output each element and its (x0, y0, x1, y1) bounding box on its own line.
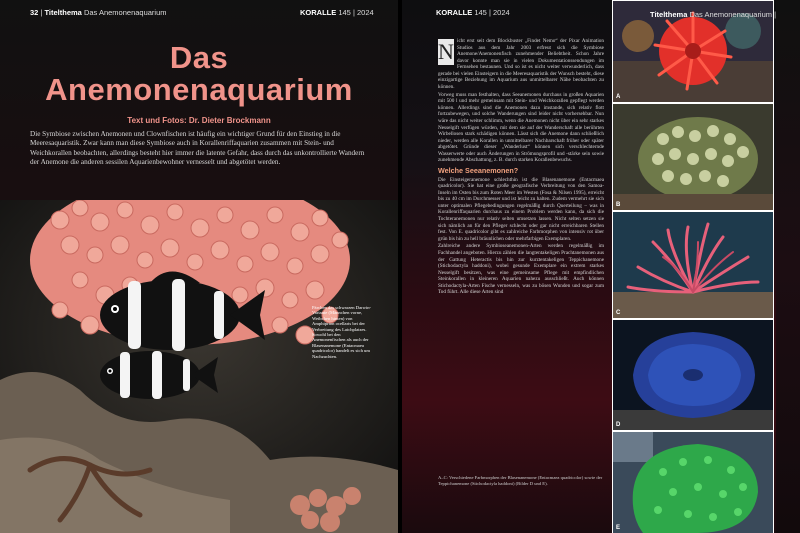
right-magazine-header (436, 8, 510, 17)
article-title-line2: Anemonenaquarium (45, 72, 353, 107)
right-photo-caption: A–C: Verschiedene Farbmorphen der Blasenanemone (Entacmaea quadricolor) sowie der Teppichanemone (Stichodactyla haddoni) (Bilder D und E). (438, 475, 603, 486)
article-column (438, 38, 604, 297)
left-page-number: 32 (30, 8, 39, 17)
section-heading: Welche Seeanemonen? (438, 165, 519, 175)
left-section-topic: Das Anemonenaquarium (83, 8, 167, 17)
left-section-label: Titelthema (44, 8, 82, 17)
clownfish-photo (0, 200, 398, 533)
photo-label-b: B (616, 202, 621, 208)
right-edge-stripe (776, 0, 800, 533)
left-magazine-name: KORALLE (300, 8, 337, 17)
left-page (0, 0, 398, 533)
photo-c-long-tentacle-anemone (613, 212, 773, 318)
right-page-header (650, 10, 787, 19)
photo-label-d: D (616, 422, 621, 428)
photo-label-e: E (616, 525, 621, 531)
left-issue: 145 | 2024 (338, 8, 374, 17)
right-section-label: Titelthema (650, 10, 688, 19)
col-paragraph-2: Vorweg muss man festhalten, dass Seeanemonen durchaus in großen Aquarien mit 500 l und mehr gemeinsam mit Stein- und Weichkorallen gepflegt werden können. Allerdings sind die Anemonen dazu imstande, sich relativ flott fortzubewegen, und solche Wanderungen sind leider nicht vorhersehbar. Nun wäre das nicht weiter schlimm, wenn die Anemonen nicht über ein sehr starkes Nesselgift verfügen würden, mit dem sie auf der Wanderschaft alle berührten Wirbellosen stark schädigen können. Lässt sich die Anemone dann schließlich nieder, werden alle Korallen in unmittelbarer Nachbarschaft früher oder später abgetötet. Gründe dieser „Wanderlust“ können sich verschlechternde Wasserwerte oder auch Änderungen in Strömungsprofil und -stärke sein sowie zunehmende Abschattung, z. B. durch starken Korallenbewuchs. (438, 91, 604, 164)
col-paragraph-4: Zahlreiche andere Symbioseanemonen-Arten werden regelmäßig im Fachhandel angeboten. Hierzu zählen die langtentakeligen Prachtanemonen aus der Gattung Heteractis bis hin zur kurztentakeligen Teppichanemone (Stichodactyla haddoni), wobei gesunde Exemplare ein extrem starkes Nesselgift besitzen, was eine gemeinsame Pflege mit empfindlichen Steinkorallen in kleineren Aquarien nahezu ausschließt. Auch können Stichodactyla-Arten Fische vernesseln, was zu bösen Wunden und sogar zum Tod führt. Alle diese Arten sind (438, 243, 604, 296)
right-section-topic: Das Anemonenaquarium (689, 10, 773, 19)
byline: Text und Fotos: Dr. Dieter Brockmann (127, 116, 271, 125)
article-title-line1: Das (169, 40, 229, 75)
photo-label-c: C (616, 310, 621, 316)
left-page-header: 32 | Titelthema Das Anemonenaquarium (30, 8, 167, 17)
drop-cap: N (438, 39, 454, 64)
col-paragraph-3: Die Einsteigeranemone schlechthin ist die Blasenanemone (Entacmaea quadricolor). Sie hat eine große geografische Verbreitung von den Samoa-Inseln im Osten bis zum Roten Meer im Westen (Fosa & Nilsen 1995), erreicht bis zu 40 cm im Durchmesser und ist leicht zu halten. Zudem vermehrt sie sich unter optimalen Pflegebedingungen regelmäßig durch Querteilung – was in Korallenriffaquarien durchaus zu einem Problem werden kann, da sich die Tochteranemonen nur relativ selten umsetzen lassen. Nicht selten setzen sie sich nämlich an für den Pfleger schlecht oder gar nicht erreichbaren Stellen fest. Von E. quadricolor gibt es zahlreiche Farbmorphen von intensiv rot über grün bis hin zu hell bräunlichen oder mehrfarbigen Exemplaren. (438, 176, 604, 242)
right-issue: 145 | 2024 (474, 8, 510, 17)
photo-label-a: A (616, 94, 621, 100)
left-photo-caption: Pärchen des schwarzen Darwin-Variante (Männchen vorne, Weibchen hinten) von Amphiprion ocellaris bei der Verbreitung des Laichplatzes. Sowohl bei den Anemonenfischen als auch der Blasenanemone (Entacmaea quadricolor) handelt es sich um Nachzuchten. (312, 305, 372, 359)
photo-d-blue-carpet-anemone (613, 320, 773, 430)
photo-b-bulb-anemone (613, 104, 773, 210)
right-magazine-name: KORALLE (436, 8, 473, 17)
lead-paragraph: Die Symbiose zwischen Anemonen und Clownfischen ist häufig ein wichtiger Grund für den Einstieg in die Meeresaquaristik. Zwar kann man diese Symbiose auch in Korallenriffaquarien zusammen mit Stein- und Weichkorallen beobachten, allerdings besteht hier immer die latente Gefahr, dass durch das unkontrollierte Wandern der Anemone die anderen sessilen Aquarienbewohner vernesselt und abgetötet werden. (30, 130, 365, 166)
left-magazine-header (300, 8, 374, 17)
col-paragraph-1: icht erst seit dem Blockbuster „Findet Nemo“ der Pixar Animation Studios aus dem Jahr 2003 erfreut sich die Symbiose Anemone/Anemonenfisch zunehmender Beliebtheit. Schon Jahre davor konnte man sie in vielen Dokumentationssendungen im Fernsehen bestaunen. Und so ist es nicht weiter verwunderlich, dass gerade bei vielen Einsteigern in die Meeresaquaristik der Wunsch besteht, diese einzigartige Beziehung im Aquarium aus unmittelbarer Nähe beobachten zu können. (438, 38, 604, 91)
photo-e-green-carpet-anemone (613, 432, 773, 533)
